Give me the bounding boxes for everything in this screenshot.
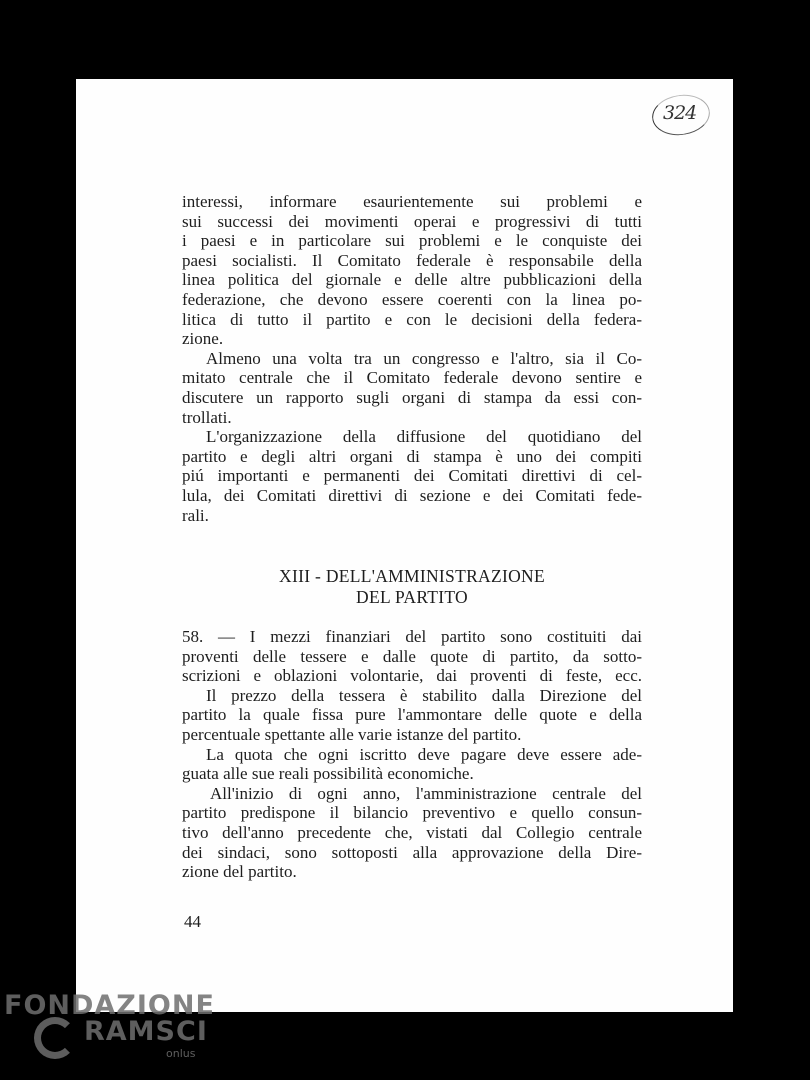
text-line: lula, dei Comitati direttivi di sezione e dei Comitati fede- bbox=[182, 485, 642, 505]
text-line: zione del partito. bbox=[182, 862, 297, 882]
text-line: Almeno una volta tra un congresso e l'altro, sia il Co- bbox=[206, 348, 642, 368]
text-line: federazione, che devono essere coerenti con la linea po- bbox=[182, 289, 642, 309]
chapter-heading-line-2: DEL PARTITO bbox=[356, 587, 468, 607]
text-line: litica di tutto il partito e con le decisioni della federa- bbox=[182, 309, 642, 329]
text-line: proventi delle tessere e dalle quote di partito, da sotto- bbox=[182, 646, 642, 666]
text-line: guata alle sue reali possibilità economiche. bbox=[182, 764, 474, 784]
watermark-line-2: RAMSCI bbox=[84, 1016, 208, 1047]
text-line: partito e degli altri organi di stampa è uno dei compiti bbox=[182, 446, 642, 466]
text-line: dei sindaci, sono sottoposti alla approvazione della Dire- bbox=[182, 842, 642, 862]
text-line: discutere un rapporto sugli organi di stampa da essi con- bbox=[182, 387, 642, 407]
text-line: percentuale spettante alle varie istanze del partito. bbox=[182, 724, 522, 744]
text-line: La quota che ogni iscritto deve pagare deve essere ade- bbox=[206, 744, 642, 764]
text-line: sui successi dei movimenti operai e progressivi di tutti bbox=[182, 211, 642, 231]
chapter-heading bbox=[182, 566, 642, 608]
text-line: partito la quale fissa pure l'ammontare delle quote e della bbox=[182, 705, 642, 725]
body-text-top bbox=[182, 192, 642, 525]
text-line: linea politica del giornale e delle altre pubblicazioni della bbox=[182, 270, 642, 290]
text-line: trollati. bbox=[182, 407, 232, 427]
text-line: L'organizzazione della diffusione del quotidiano del bbox=[206, 427, 642, 447]
archive-number: 324 bbox=[663, 102, 697, 124]
text-line: scrizioni e oblazioni volontarie, dai proventi di feste, ecc. bbox=[182, 666, 642, 686]
body-text-bottom bbox=[182, 627, 642, 882]
g-logo-icon bbox=[34, 1017, 76, 1059]
chapter-heading-line-1: XIII - DELL'AMMINISTRAZIONE bbox=[279, 566, 545, 586]
text-line: All'inizio di ogni anno, l'amministrazione centrale del bbox=[210, 783, 642, 803]
text-line: partito predispone il bilancio preventivo e quello consun- bbox=[182, 803, 642, 823]
watermark-line-1: FONDAZIONE bbox=[4, 990, 215, 1021]
text-line: rali. bbox=[182, 505, 209, 525]
text-line: mitato centrale che il Comitato federale devono sentire e bbox=[182, 368, 642, 388]
archive-page-number-mark bbox=[652, 95, 710, 135]
fondazione-gramsci-watermark bbox=[4, 990, 215, 1070]
text-line: zione. bbox=[182, 329, 224, 349]
watermark-line-3: onlus bbox=[166, 1047, 196, 1060]
text-line: Il prezzo della tessera è stabilito dalla Direzione del bbox=[206, 685, 642, 705]
text-line: piú importanti e permanenti dei Comitati direttivi di cel- bbox=[182, 466, 642, 486]
text-line: i paesi e in particolare sui problemi e le conquiste dei bbox=[182, 231, 642, 251]
text-line: interessi, informare esaurientemente sui problemi e bbox=[182, 192, 642, 211]
text-line: tivo dell'anno precedente che, vistati dal Collegio centrale bbox=[182, 822, 642, 842]
text-line: paesi socialisti. Il Comitato federale è responsabile della bbox=[182, 250, 642, 270]
page-number: 44 bbox=[184, 912, 201, 931]
text-line: 58. — I mezzi finanziari del partito sono costituiti dai bbox=[182, 627, 642, 646]
